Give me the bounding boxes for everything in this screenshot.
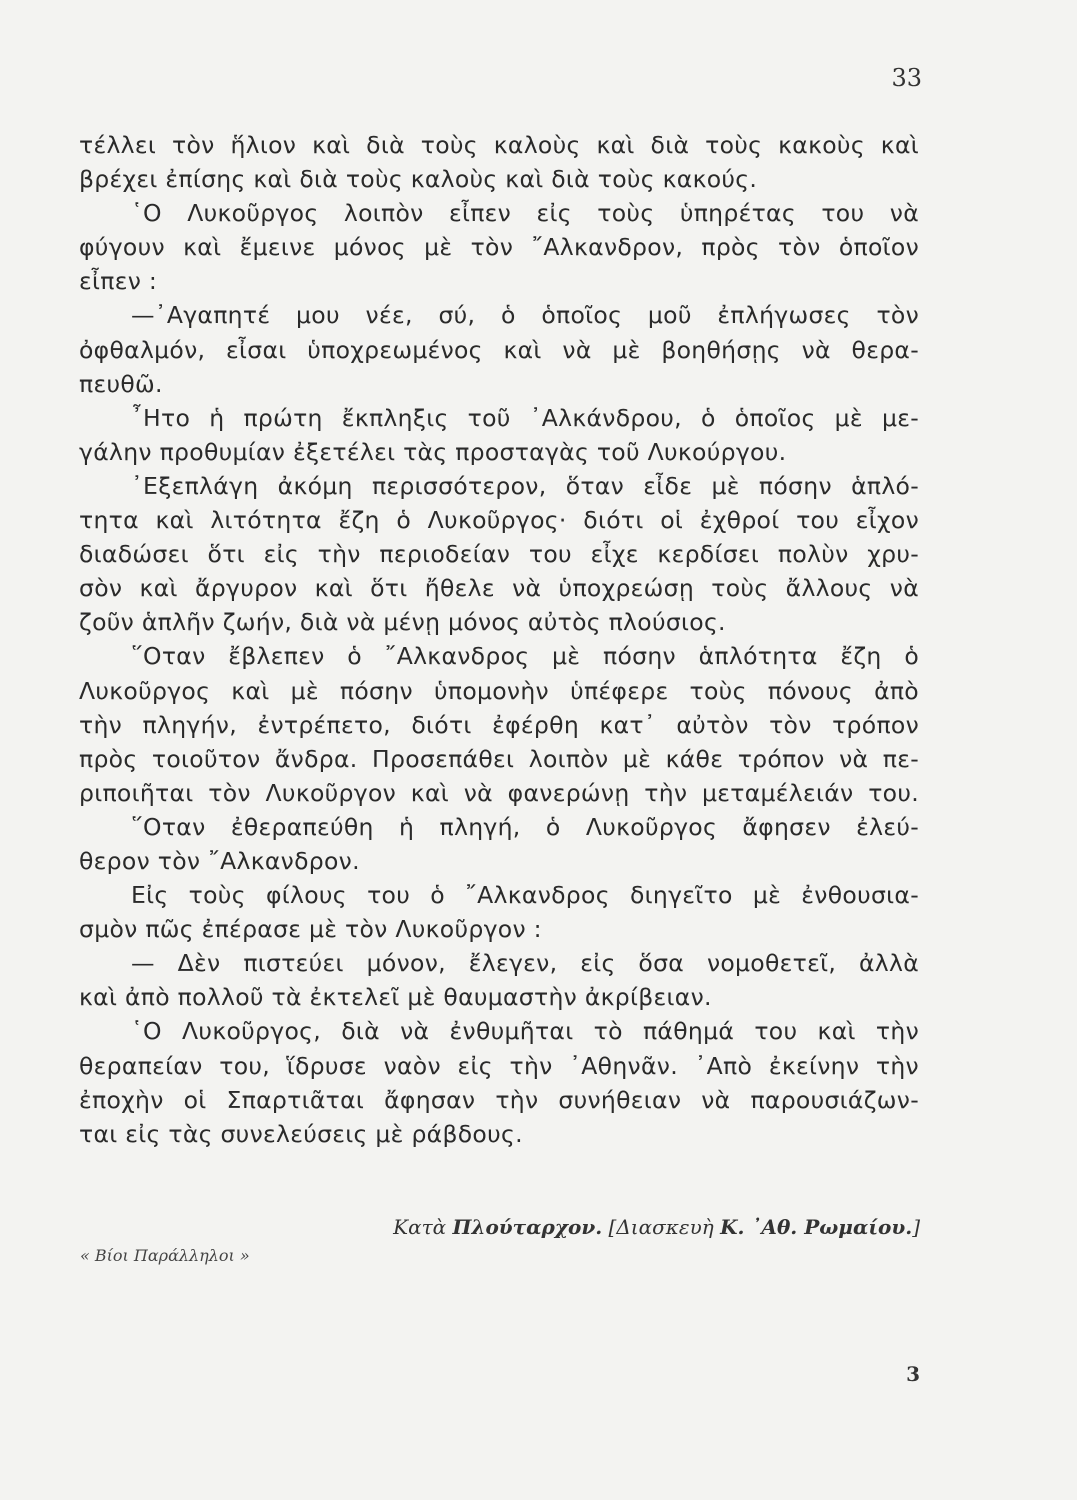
text-line: θεραπείαν του, ἵδρυσε ναὸν εἰς τὴν ᾿Αθηνᾶν. ᾿Απὸ ἐκείνην τὴν: [79, 1051, 919, 1080]
text-line: ὀφθαλμόν, εἶσαι ὑποχρεωμένος καὶ νὰ μὲ βοηθήσῃς νὰ θερα-: [79, 335, 919, 364]
text-line: σὸν καὶ ἄργυρον καὶ ὅτι ἤθελε νὰ ὑποχρεώσῃ τοὺς ἄλλους νὰ: [79, 574, 919, 603]
text-line: ῾Ο Λυκοῦργος, διὰ νὰ ἐνθυμῆται τὸ πάθημά του καὶ τὴν: [131, 1017, 919, 1046]
text-line: πευθῶ.: [79, 369, 163, 398]
text-line: τητα καὶ λιτότητα ἔζη ὁ Λυκοῦργος· διότι οἱ ἐχθροί του εἶχον: [79, 506, 919, 535]
text-line: Λυκοῦργος καὶ μὲ πόσην ὑπομονὴν ὑπέφερε τοὺς πόνους ἀπὸ: [79, 676, 919, 705]
text-line: διαδώσει ὅτι εἰς τὴν περιοδείαν του εἶχε κερδίσει πολὺν χρυ-: [79, 540, 919, 569]
text-line: ζοῦν ἁπλῆν ζωήν, διὰ νὰ μένῃ μόνος αὐτὸς πλούσιος.: [79, 608, 726, 637]
text-line: ἐποχὴν οἱ Σπαρτιᾶται ἄφησαν τὴν συνήθειαν νὰ παρουσιάζων-: [79, 1085, 919, 1114]
text-line: γάλην προθυμίαν ἐξετέλει τὰς προσταγὰς τοῦ Λυκούργου.: [79, 437, 787, 466]
attribution-adapter: Κ. ᾿Αθ. Ρωμαίου.: [720, 1215, 913, 1239]
attribution: [360, 1215, 920, 1239]
attribution-suffix: ]: [912, 1215, 920, 1239]
text-line: θερον τὸν ῎Αλκανδρον.: [79, 846, 360, 875]
text-line: φύγουν καὶ ἔμεινε μόνος μὲ τὸν ῎Αλκανδρον, πρὸς τὸν ὁποῖον: [79, 233, 919, 262]
text-line: ᾿Εξεπλάγη ἀκόμη περισσότερον, ὅταν εἶδε μὲ πόσην ἁπλό-: [131, 471, 919, 500]
text-line: σμὸν πῶς ἐπέρασε μὲ τὸν Λυκοῦργον :: [79, 915, 542, 944]
text-line: ται εἰς τὰς συνελεύσεις μὲ ράβδους.: [79, 1119, 523, 1148]
text-line: τέλλει τὸν ἥλιον καὶ διὰ τοὺς καλοὺς καὶ διὰ τοὺς κακοὺς καὶ: [79, 131, 919, 159]
text-line: καὶ ἀπὸ πολλοῦ τὰ ἐκτελεῖ μὲ θαυμαστὴν ἀκρίβειαν.: [79, 983, 712, 1012]
attribution-middle: [Διασκευὴ: [602, 1215, 721, 1239]
source-title: « Βίοι Παράλληλοι »: [80, 1246, 250, 1265]
text-line: βρέχει ἐπίσης καὶ διὰ τοὺς καλοὺς καὶ διὰ τοὺς κακούς.: [79, 165, 758, 194]
text-line: ῏Ητο ἡ πρώτη ἔκπληξις τοῦ ᾿Αλκάνδρου, ὁ ὁποῖος μὲ με-: [131, 403, 919, 432]
text-line: εἶπεν :: [79, 267, 158, 296]
text-line: Εἰς τοὺς φίλους του ὁ ῎Αλκανδρος διηγεῖτο μὲ ἐνθουσια-: [131, 881, 919, 910]
text-line: —᾿Αγαπητέ μου νέε, σύ, ὁ ὁποῖος μοῦ ἐπλήγωσες τὸν: [131, 301, 919, 330]
attribution-author: Πλούταρχον.: [452, 1215, 603, 1239]
text-line: πρὸς τοιοῦτον ἄνδρα. Προσεπάθει λοιπὸν μὲ κάθε τρόπον νὰ πε-: [79, 744, 919, 773]
text-line: ῞Οταν ἐθεραπεύθη ἡ πληγή, ὁ Λυκοῦργος ἄφησεν ἐλεύ-: [131, 812, 919, 841]
attribution-prefix: Κατὰ: [393, 1215, 453, 1239]
body-text: [79, 128, 919, 1151]
text-line: τὴν πληγήν, ἐντρέπετο, διότι ἐφέρθη κατ᾿ αὐτὸν τὸν τρόπον: [79, 710, 919, 739]
text-line: ῾Ο Λυκοῦργος λοιπὸν εἶπεν εἰς τοὺς ὑπηρέτας του νὰ: [131, 199, 919, 228]
text-line: ῞Οταν ἔβλεπεν ὁ ῎Αλκανδρος μὲ πόσην ἁπλότητα ἔζη ὁ: [131, 642, 919, 671]
page-number: 33: [891, 64, 922, 92]
signature-mark: 3: [906, 1362, 920, 1386]
text-line: ριποιῆται τὸν Λυκοῦργον καὶ νὰ φανερώνῃ τὴν μεταμέλειάν του.: [79, 778, 919, 807]
text-line: — Δὲν πιστεύει μόνον, ἔλεγεν, εἰς ὅσα νομοθετεῖ, ἀλλὰ: [131, 949, 919, 978]
